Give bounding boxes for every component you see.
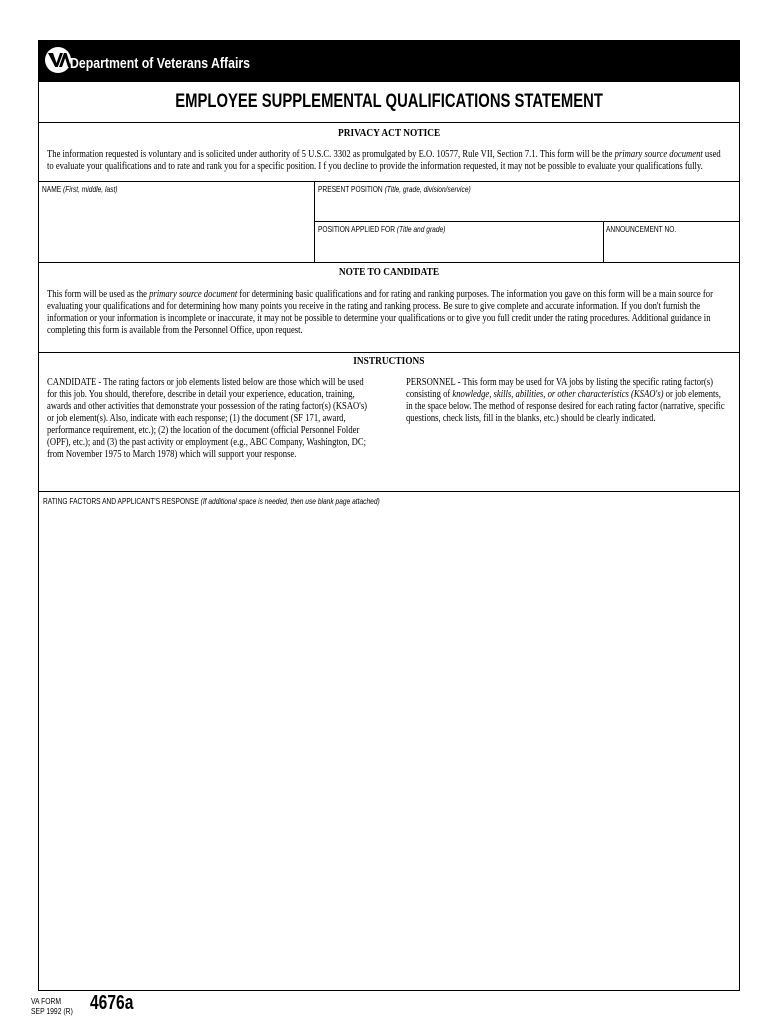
candidate-line: for this job. You should, therefore, describe in detail your experience, education, training, [47, 389, 355, 400]
position-applied-hint: (Title and grade) [396, 224, 446, 234]
response-textarea[interactable] [43, 509, 737, 983]
position-applied-label-text: POSITION APPLIED FOR [318, 224, 397, 234]
present-position-label [318, 184, 471, 194]
present-position-input[interactable] [319, 201, 733, 217]
note-heading [39, 266, 739, 278]
note-text-line-2: evaluating your qualifications and for determining how many points you receive in the rating and ranking process. Be sure to give complete and accurate information. If you don't furnish the [47, 301, 701, 312]
note-heading-text: NOTE TO CANDIDATE [338, 266, 440, 278]
note-text-line-1 [47, 289, 713, 301]
privacy-emphasis: primary source document [614, 149, 703, 160]
form-frame [38, 40, 740, 991]
instructions-heading-text: INSTRUCTIONS [353, 355, 425, 367]
form-label: VA FORM [31, 996, 62, 1006]
personnel-line: PERSONNEL - This form may be used for VA jobs by listing the specific rating factor(s) [406, 377, 713, 388]
privacy-text: used [702, 149, 721, 160]
header-bar [39, 41, 739, 82]
personnel-emphasis: knowledge, skills, abilities, or other characteristics (KSAO's) [452, 389, 664, 400]
candidate-line: or job element(s). Also, indicate with each response; (1) the document (SF 171, award, [47, 413, 346, 424]
response-hint: (If additional space is needed, then use blank page attached) [200, 496, 380, 506]
response-label [43, 496, 380, 506]
personnel-line [406, 389, 721, 401]
divider [39, 122, 739, 123]
divider [39, 491, 739, 492]
present-position-label-text: PRESENT POSITION [318, 184, 385, 194]
personnel-text: or job elements, [663, 389, 721, 400]
announcement-input[interactable] [607, 239, 735, 255]
personnel-line: questions, check lists, fill in the blanks, etc.) should be clearly indicated. [406, 413, 656, 424]
note-text: for determining basic qualifications and for rating and ranking purposes. The information you gave on this form will be a main source for [237, 289, 713, 300]
position-applied-label [318, 224, 445, 234]
candidate-line: from November 1975 to March 1978) which will support your response. [47, 449, 297, 460]
name-hint: (First, middle, last) [62, 184, 118, 194]
privacy-text: The information requested is voluntary and is solicited under authority of 5 U.S.C. 3302 as promulgated by E.O. 10577, Rule VII, Section 7.1. This form will be the [47, 149, 615, 160]
va-logo-icon [44, 46, 72, 74]
note-text-line-4: completing this form is available from the Personnel Office, upon request. [47, 325, 303, 336]
present-position-hint: (Title, grade, division/service) [384, 184, 471, 194]
instructions-heading [39, 355, 739, 367]
personnel-line: in the space below. The method of response desired for each rating factor (narrative, specific [406, 401, 725, 412]
candidate-line: awards and other activities that demonstrate your possession of the rating factor(s) (KSAO's) [47, 401, 368, 412]
response-label-text: RATING FACTORS AND APPLICANT'S RESPONSE [43, 496, 201, 506]
candidate-line: performance requirement, etc.); (2) the location of the document (official Personnel Folder [47, 425, 360, 436]
note-text-line-3: information or your information is incomplete or inaccurate, it may not be possible to determine your qualifications or to give you full credit under the rating procedures. Additional guidance in [47, 313, 711, 324]
note-emphasis: primary source document [149, 289, 238, 300]
announcement-label: ANNOUNCEMENT NO. [606, 224, 677, 234]
name-input[interactable] [43, 201, 309, 217]
divider [39, 352, 739, 353]
privacy-text-line-1 [47, 149, 721, 161]
position-applied-input[interactable] [319, 239, 599, 255]
candidate-line: CANDIDATE - The rating factors or job elements listed below are those which will be used [47, 377, 364, 388]
privacy-text-line-2: to evaluate your qualifications and to rate and rank you for a specific position. I f you decline to provide the information requested, it may not be possible to evaluate your qualifications fully. [47, 161, 703, 172]
name-label-text: NAME [42, 184, 63, 194]
form-title-text: EMPLOYEE SUPPLEMENTAL QUALIFICATIONS STATEMENT [175, 91, 603, 112]
form-title [39, 91, 739, 113]
agency-name: Department of Veterans Affairs [70, 55, 251, 72]
note-text: This form will be used as the [47, 289, 150, 300]
form-footer-info [31, 996, 73, 1016]
form-number: 4676a [90, 992, 134, 1014]
privacy-heading [39, 127, 739, 139]
form-date: SEP 1992 (R) [31, 1006, 73, 1016]
personnel-text: consisting of [406, 389, 453, 400]
name-label [42, 184, 118, 194]
divider [603, 221, 604, 262]
candidate-line: (OPF), etc.); and (3) the past activity or employment (e.g., ABC Company, Washington, DC; [47, 437, 367, 448]
privacy-heading-text: PRIVACY ACT NOTICE [337, 127, 441, 139]
divider [39, 262, 739, 263]
divider [39, 181, 739, 182]
divider [314, 221, 739, 222]
